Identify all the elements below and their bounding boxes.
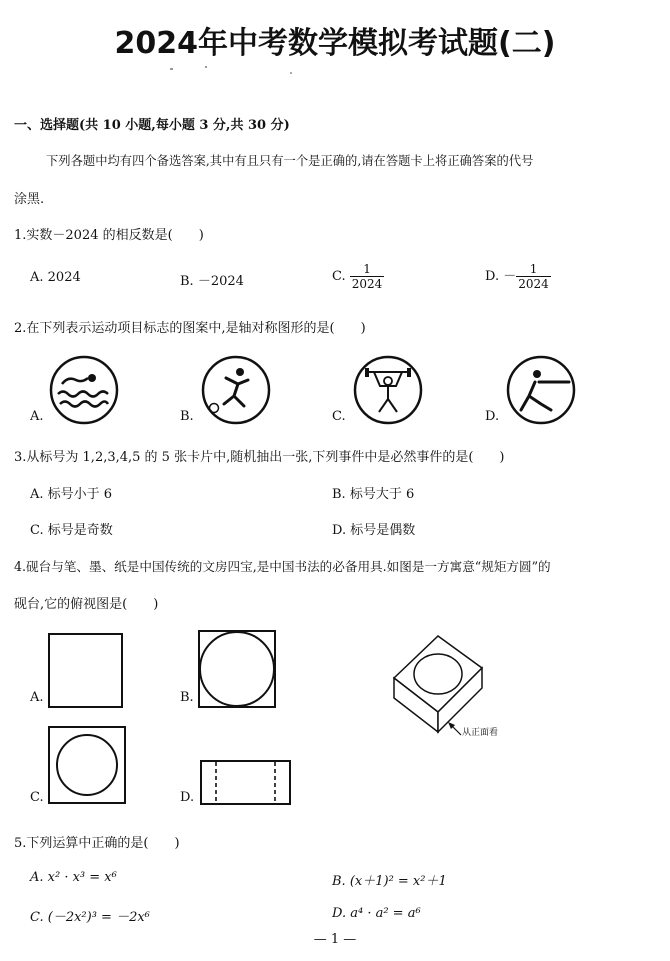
inkstone-3d-figure — [388, 628, 520, 750]
q3-option-b: B. 标号大于 6 — [332, 487, 415, 502]
weightlifting-logo-figure — [352, 354, 424, 426]
question-1-stem: 1.实数－2024 的相反数是( ) — [14, 228, 204, 243]
question-2-stem: 2.在下列表示运动项目标志的图案中,是轴对称图形的是( ) — [14, 321, 366, 336]
q3-option-a: A. 标号小于 6 — [30, 487, 113, 502]
question-4-stem-line2: 砚台,它的俯视图是( ) — [14, 597, 159, 612]
section-heading: 一、选择题(共 10 小题,每小题 3 分,共 30 分) — [14, 118, 290, 133]
q4-label-b: B. — [180, 690, 194, 705]
question-3-stem: 3.从标号为 1,2,3,4,5 的 5 张卡片中,随机抽出一张,下列事件中是必然事件的是( ) — [14, 450, 505, 465]
q1-option-d — [485, 262, 551, 291]
q4-option-d-rectangle-figure — [200, 760, 292, 806]
q5-option-a: A. x² · x³ = x⁶ — [30, 870, 117, 885]
q5-option-c: C. (－2x²)³ = －2x⁶ — [30, 910, 150, 925]
fraction-denominator: 2024 — [351, 277, 383, 291]
page-title: 2024年中考数学模拟考试题(二) — [114, 26, 556, 61]
page-number: — 1 — — [313, 932, 357, 947]
football-logo-figure — [200, 354, 272, 426]
q2-label-c: C. — [332, 409, 346, 424]
q3-option-d: D. 标号是偶数 — [332, 523, 416, 538]
q4-option-c-square-circle-figure — [48, 726, 126, 804]
swimming-logo-figure — [48, 354, 120, 426]
q2-label-a: A. — [30, 409, 44, 424]
question-4-stem-line1: 4.砚台与笔、墨、纸是中国传统的文房四宝,是中国书法的必备用具.如图是一方寓意“规矩方圆”的 — [14, 559, 551, 574]
instructions-line1: 下列各题中均有四个备选答案,其中有且只有一个是正确的,请在答题卡上将正确答案的代号 — [46, 154, 534, 168]
q1-option-c-fraction — [350, 262, 385, 291]
q1-option-c-label: C. — [332, 269, 346, 284]
scan-dot — [205, 66, 207, 68]
q1-option-d-fraction — [516, 262, 551, 291]
instructions-line2: 涂黑. — [14, 192, 45, 207]
q1-option-a: A. 2024 — [30, 270, 81, 285]
scan-dot — [290, 72, 292, 74]
q4-option-b-square-circle-figure — [198, 630, 276, 708]
question-5-stem: 5.下列运算中正确的是( ) — [14, 836, 180, 851]
q4-label-d: D. — [180, 790, 195, 805]
q4-label-a: A. — [30, 690, 44, 705]
view-direction-caption: 从正面看 — [462, 728, 499, 738]
q4-option-a-square-figure — [48, 633, 123, 708]
q3-option-c: C. 标号是奇数 — [30, 523, 113, 538]
shooting-logo-figure — [505, 354, 577, 426]
fraction-numerator: 1 — [350, 262, 385, 277]
scan-dot — [170, 68, 173, 70]
fraction-numerator: 1 — [516, 262, 551, 277]
q1-option-b: B. －2024 — [180, 274, 244, 289]
q4-label-c: C. — [30, 790, 44, 805]
fraction-denominator: 2024 — [518, 277, 549, 291]
q5-option-b: B. (x＋1)² = x²＋1 — [332, 874, 447, 889]
q2-label-d: D. — [485, 409, 500, 424]
q1-option-c — [332, 262, 384, 291]
q2-label-b: B. — [180, 409, 194, 424]
q1-option-d-label: D. － — [485, 269, 517, 284]
q5-option-d: D. a⁴ · a² = a⁶ — [332, 906, 421, 921]
